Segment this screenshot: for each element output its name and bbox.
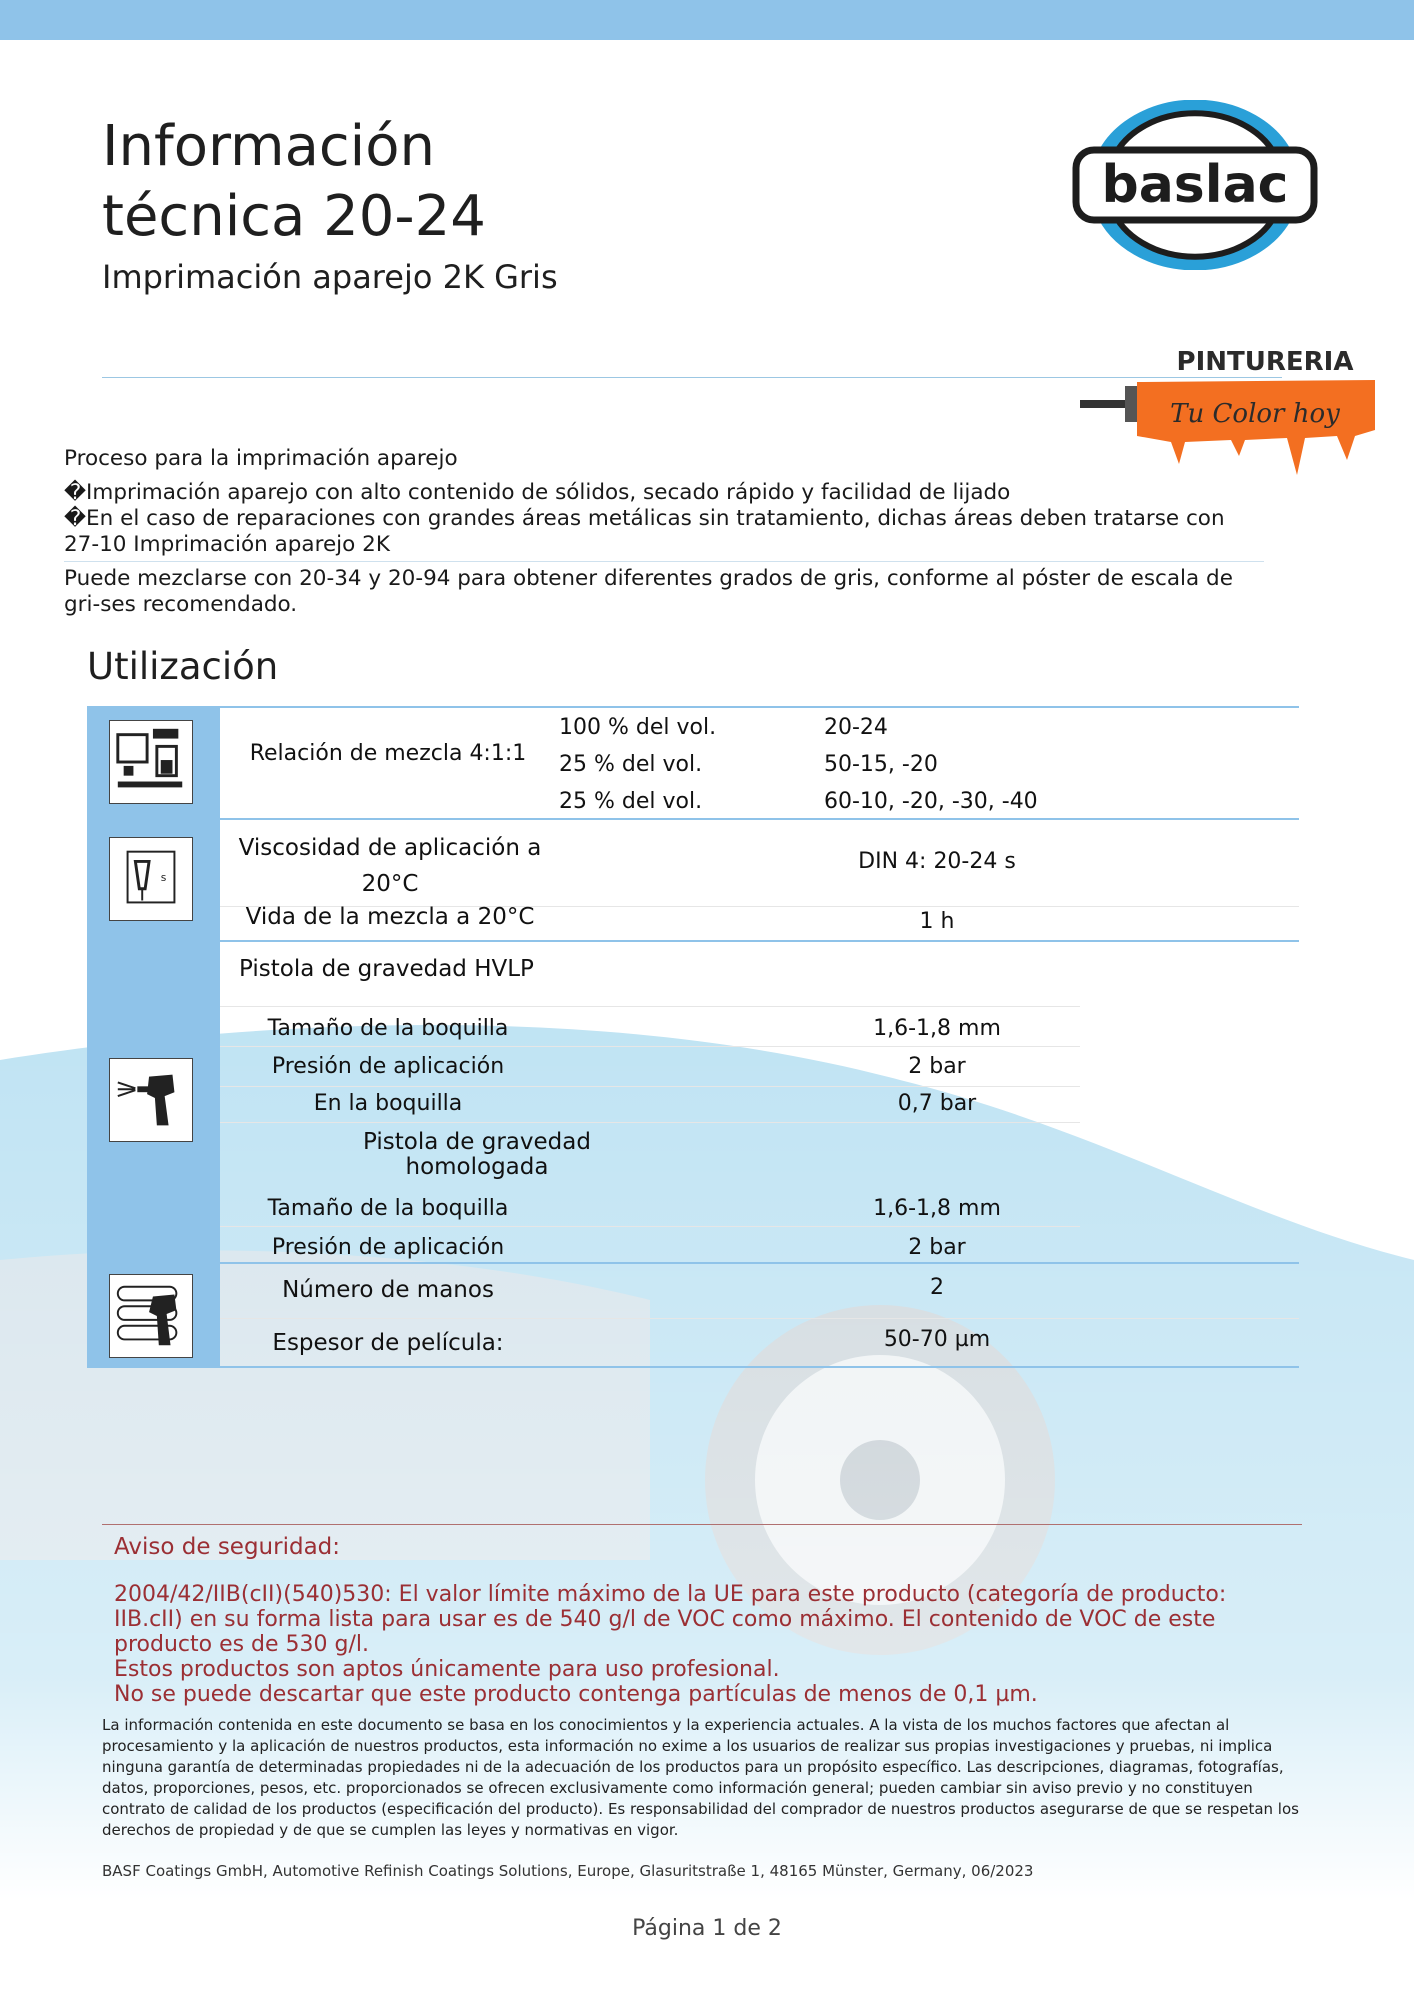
row-divider (87, 1366, 1299, 1368)
row-divider (87, 940, 1299, 942)
mix-product-2: 50-15, -20 (824, 752, 938, 777)
safety-body (114, 1582, 1294, 1707)
title-line-2: técnica 20-24 (102, 184, 486, 249)
mixing-ratio-icon (109, 720, 193, 804)
legal-disclaimer: La información contenida en este documento se basa en los conocimientos y la experiencia actuales. A la vista de los muchos factores que afectan al procesamiento y la aplicación de nuestros productos, esta información no exime a los usuarios de realizar sus propias investigaciones y pruebas, ni implica ninguna garantía de determinadas propiedades ni de la adecuación de los productos para un propósito específico. Las descripciones, diagramas, fotografías, datos, proporciones, pesos, etc. proporcionados se ofrecen exclusivamente como información general; pueden cambiar sin aviso previo y no constituyen contrato de calidad de los productos (especificación del producto). Es responsabilidad del comprador de nuestros productos asegurarse de que se respetan los derechos de propiedad y de que se cumplen las leyes y normativas en vigor. (102, 1716, 1299, 1839)
pot-life-label: Vida de la mezcla a 20°C (245, 904, 535, 930)
svg-text:baslac: baslac (1101, 155, 1289, 215)
safety-voc-text: 2004/42/IIB(cII)(540)530: El valor límite máximo de la UE para este producto (categoría de producto: IIB.cII) en su forma lista para usar es de 540 g/l de VOC como máximo. El contenido de VOC de este producto es de 530 g/l. (114, 1582, 1227, 1657)
viscosity-label: Viscosidad de aplicación a 20°C (238, 835, 542, 897)
mix-vol-2: 25 % del vol. (559, 752, 703, 777)
company-address: BASF Coatings GmbH, Automotive Refinish Coatings Solutions, Europe, Glasuritstraße 1, 48165 Münster, Germany, 06/2023 (102, 1862, 1034, 1880)
row-divider (87, 706, 1299, 708)
svg-text:s: s (160, 870, 167, 884)
row-divider (87, 1262, 1299, 1264)
hvlp-tip-label: En la boquilla (313, 1091, 463, 1116)
homologated-pressure-value: 2 bar (908, 1235, 966, 1260)
thin-divider (220, 1226, 1080, 1227)
mix-product-3: 60-10, -20, -30, -40 (824, 789, 1038, 814)
viscosity-value: DIN 4: 20-24 s (858, 849, 1016, 874)
hvlp-nozzle-label: Tamaño de la boquilla (267, 1016, 509, 1041)
film-thickness-label: Espesor de película: (272, 1330, 504, 1356)
coats-spray-icon (109, 1274, 193, 1358)
thin-divider (220, 1122, 1080, 1123)
coats-value: 2 (930, 1275, 944, 1300)
coats-label: Número de manos (282, 1277, 494, 1303)
svg-text:Tu Color hoy: Tu Color hoy (1170, 399, 1340, 429)
pot-life-value: 1 h (919, 909, 955, 934)
thin-divider (220, 1318, 1299, 1319)
mix-vol-3: 25 % del vol. (559, 789, 703, 814)
thin-divider (220, 1086, 1080, 1087)
row-divider (87, 818, 1299, 820)
hvlp-gun-label: Pistola de gravedad HVLP (239, 956, 534, 982)
safety-professional-text: Estos productos son aptos únicamente para uso profesional. (114, 1657, 780, 1682)
icon-column (87, 706, 220, 1368)
mix-vol-1: 100 % del vol. (559, 715, 717, 740)
hvlp-pressure-label: Presión de aplicación (271, 1054, 505, 1079)
intro-line-mix: Puede mezclarse con 20-34 y 20-94 para obtener diferentes grados de gris, conforme al póster de escala de gri-ses recomendado. (64, 566, 1233, 617)
intro-line-bullet-1: �Imprimación aparejo con alto contenido de sólidos, secado rápido y facilidad de lijado (64, 480, 1011, 505)
intro-divider (64, 561, 1264, 562)
intro-line-process: Proceso para la imprimación aparejo (64, 446, 458, 471)
hvlp-pressure-value: 2 bar (908, 1054, 966, 1079)
thin-divider (220, 1006, 1080, 1007)
homologated-gun-label: Pistola de gravedad homologada (363, 1129, 591, 1180)
hvlp-tip-value: 0,7 bar (897, 1091, 977, 1116)
thin-divider (220, 1046, 1080, 1047)
title-line-1: Información (102, 114, 435, 179)
page-title (102, 112, 486, 252)
page-subtitle: Imprimación aparejo 2K Gris (102, 258, 558, 296)
intro-text (64, 446, 1264, 618)
safety-heading: Aviso de seguridad: (114, 1534, 341, 1560)
spray-gun-icon (109, 1058, 193, 1142)
homologated-pressure-label: Presión de aplicación (271, 1235, 505, 1260)
homologated-nozzle-value: 1,6-1,8 mm (873, 1196, 1001, 1221)
hvlp-nozzle-value: 1,6-1,8 mm (873, 1016, 1001, 1041)
mix-ratio-label: Relación de mezcla 4:1:1 (249, 741, 527, 766)
page-number: Página 1 de 2 (632, 1916, 782, 1941)
mix-product-1: 20-24 (824, 715, 888, 740)
baslac-logo (1070, 100, 1320, 270)
safety-particles-text: No se puede descartar que este producto contenga partículas de menos de 0,1 µm. (114, 1682, 1038, 1707)
intro-line-bullet-2: �En el caso de reparaciones con grandes áreas metálicas sin tratamiento, dichas áreas deben tratarse con 27-10 Imprimación aparejo 2K (64, 506, 1225, 557)
viscosity-cup-icon (109, 837, 193, 921)
svg-text:PINTURERIA: PINTURERIA (1176, 347, 1354, 377)
homologated-nozzle-label: Tamaño de la boquilla (267, 1196, 509, 1221)
safety-divider (102, 1524, 1302, 1525)
top-color-band (0, 0, 1414, 40)
utilization-table (87, 706, 1299, 1368)
section-heading-utilizacion: Utilización (87, 645, 279, 688)
film-thickness-value: 50-70 µm (883, 1327, 991, 1352)
